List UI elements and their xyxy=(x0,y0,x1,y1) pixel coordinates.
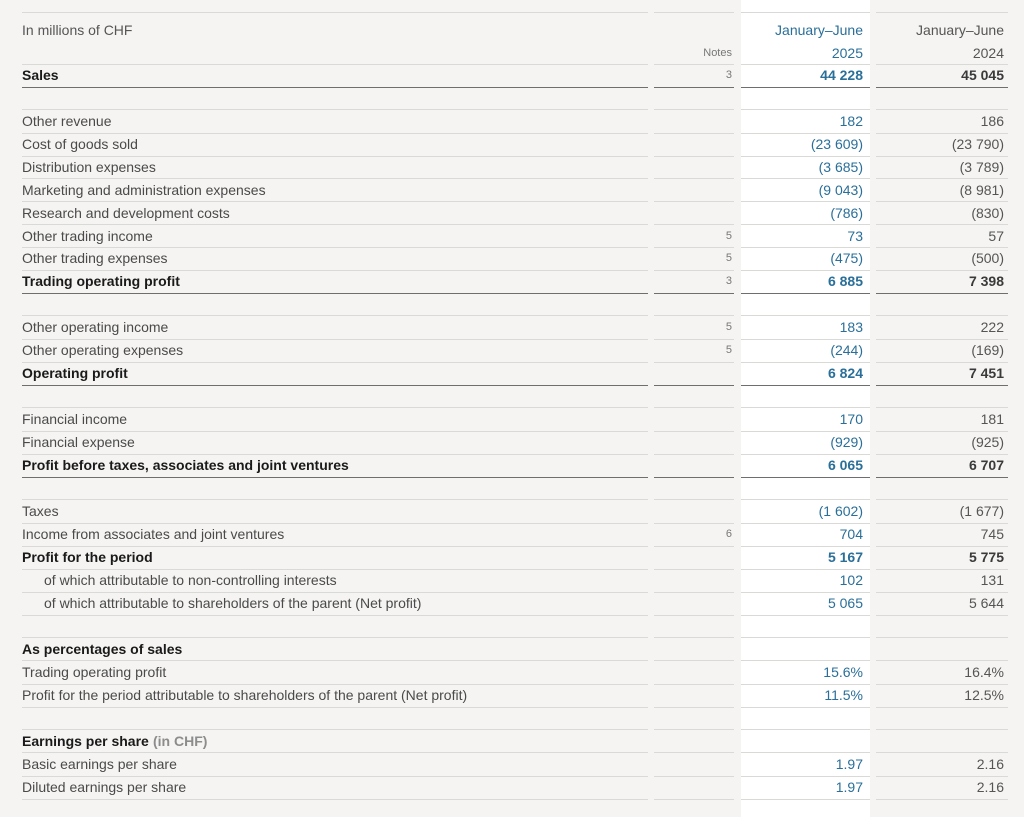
row-value-current: 5 065 xyxy=(827,595,863,611)
row-label: Trading operating profit xyxy=(22,273,180,290)
table-row xyxy=(0,247,1024,270)
row-value-current: (786) xyxy=(830,204,863,221)
row-label: of which attributable to non-controlling interests xyxy=(44,572,337,588)
row-label: Profit for the period attributable to shareholders of the parent (Net profit) xyxy=(22,687,468,703)
row-value-prior: 5 644 xyxy=(968,595,1004,611)
row-value-prior: (925) xyxy=(971,434,1004,450)
table-row xyxy=(0,753,1024,776)
table-rule xyxy=(741,87,870,88)
row-value-prior: 2.16 xyxy=(976,779,1004,795)
table-row xyxy=(0,500,1024,523)
row-value-prior: 16.4% xyxy=(964,664,1004,680)
row-value-current: 102 xyxy=(839,572,863,588)
row-note: 5 xyxy=(725,229,732,242)
row-value-current: 183 xyxy=(839,319,863,335)
notes-column-header: Notes xyxy=(703,47,732,59)
row-value-prior: (830) xyxy=(971,204,1004,221)
table-row xyxy=(0,592,1024,615)
row-note: 3 xyxy=(725,69,732,81)
row-value-current: 170 xyxy=(839,411,863,427)
row-label: Financial income xyxy=(22,411,128,427)
row-label: Operating profit xyxy=(22,365,128,381)
row-label: Other operating income xyxy=(22,319,169,335)
row-label: Other trading income xyxy=(22,227,153,244)
row-label: Research and development costs xyxy=(22,204,230,221)
table-rule xyxy=(22,12,648,13)
table-row xyxy=(0,569,1024,592)
prior-year-header: 2024 xyxy=(972,45,1004,61)
row-value-current: 5 167 xyxy=(827,549,863,565)
table-row xyxy=(0,133,1024,156)
row-value-current: 44 228 xyxy=(820,67,863,83)
table-row xyxy=(0,202,1024,225)
row-label: Other revenue xyxy=(22,113,112,129)
row-value-prior: 45 045 xyxy=(961,67,1004,83)
row-value-prior: 7 398 xyxy=(968,273,1004,290)
row-value-current: (23 609) xyxy=(810,135,863,152)
row-value-current: (1 602) xyxy=(818,503,863,519)
row-value-prior: 222 xyxy=(980,319,1004,335)
row-label: Other trading expenses xyxy=(22,250,168,267)
row-label: Taxes xyxy=(22,503,59,519)
row-value-current: 6 065 xyxy=(827,457,863,473)
row-value-current: 6 885 xyxy=(827,273,863,290)
prior-period-header: January–June xyxy=(916,22,1004,38)
row-label: Cost of goods sold xyxy=(22,135,138,152)
table-row xyxy=(0,776,1024,799)
row-value-prior: 7 451 xyxy=(968,365,1004,381)
row-value-prior: (8 981) xyxy=(959,181,1004,198)
row-value-prior: 2.16 xyxy=(976,756,1004,772)
row-value-current: 6 824 xyxy=(827,365,863,381)
row-label: Income from associates and joint ventures xyxy=(22,526,285,542)
row-value-prior: 57 xyxy=(988,227,1004,244)
row-label: As percentages of sales xyxy=(22,641,183,657)
row-value-current: (929) xyxy=(830,434,863,450)
row-value-prior: (1 677) xyxy=(959,503,1004,519)
row-label: Distribution expenses xyxy=(22,158,156,175)
table-row xyxy=(0,270,1024,293)
row-label: Earnings per share xyxy=(22,733,149,749)
table-row xyxy=(0,339,1024,362)
row-note: 3 xyxy=(725,275,732,288)
table-row xyxy=(0,523,1024,546)
row-label: Diluted earnings per share xyxy=(22,779,187,795)
row-value-prior: 12.5% xyxy=(964,687,1004,703)
row-label: Profit for the period xyxy=(22,549,153,565)
row-unit: (in CHF) xyxy=(153,733,208,749)
row-value-current: 11.5% xyxy=(824,687,863,703)
row-label: Financial expense xyxy=(22,434,135,450)
row-label: Trading operating profit xyxy=(22,664,167,680)
row-value-prior: (500) xyxy=(971,250,1004,267)
row-value-current: 182 xyxy=(839,113,863,129)
row-value-prior: 181 xyxy=(980,411,1004,427)
row-value-current: (244) xyxy=(830,342,863,358)
row-note: 5 xyxy=(725,252,732,265)
row-label: Basic earnings per share xyxy=(22,756,177,772)
table-row xyxy=(0,408,1024,431)
unit-label: In millions of CHF xyxy=(22,22,133,38)
table-row xyxy=(0,225,1024,248)
row-value-current: 15.6% xyxy=(823,664,863,680)
table-row xyxy=(0,362,1024,385)
table-rule xyxy=(654,12,734,13)
row-value-prior: 6 707 xyxy=(968,457,1004,473)
table-row xyxy=(0,316,1024,339)
row-label: Sales xyxy=(22,67,59,83)
table-rule xyxy=(741,12,870,13)
table-rule xyxy=(876,87,1008,88)
row-label: Profit before taxes, associates and joint ventures xyxy=(22,457,349,473)
row-value-current: 1.97 xyxy=(835,779,863,795)
row-label: Other operating expenses xyxy=(22,342,184,358)
row-value-prior: (169) xyxy=(971,342,1004,358)
row-value-prior: 186 xyxy=(980,113,1004,129)
current-year-header: 2025 xyxy=(831,45,863,61)
current-period-header: January–June xyxy=(775,22,863,38)
percentages-heading xyxy=(0,638,1024,661)
row-value-prior: (23 790) xyxy=(951,135,1004,152)
row-value-current: (3 685) xyxy=(818,158,863,175)
row-sales xyxy=(0,64,1024,87)
row-value-current: 704 xyxy=(839,526,863,542)
table-row xyxy=(0,156,1024,179)
row-value-prior: 745 xyxy=(980,526,1004,542)
table-row xyxy=(0,110,1024,133)
row-note: 5 xyxy=(725,321,732,333)
table-row xyxy=(0,454,1024,477)
row-label: of which attributable to shareholders of the parent (Net profit) xyxy=(44,595,422,611)
row-value-prior: (3 789) xyxy=(959,158,1004,175)
row-note: 6 xyxy=(725,528,732,540)
table-row xyxy=(0,661,1024,684)
row-note: 5 xyxy=(725,344,732,356)
row-value-prior: 5 775 xyxy=(968,549,1004,565)
table-row xyxy=(0,684,1024,707)
row-value-current: 1.97 xyxy=(835,756,863,772)
table-rule xyxy=(22,87,648,88)
row-value-current: (475) xyxy=(830,250,863,267)
row-value-prior: 131 xyxy=(980,572,1004,588)
table-row xyxy=(0,179,1024,202)
table-rule xyxy=(876,12,1008,13)
eps-heading xyxy=(0,730,1024,753)
row-label: Marketing and administration expenses xyxy=(22,181,266,198)
row-value-current: (9 043) xyxy=(818,181,863,198)
table-row xyxy=(0,546,1024,569)
table-row xyxy=(0,431,1024,454)
row-value-current: 73 xyxy=(847,227,863,244)
table-rule xyxy=(654,87,734,88)
